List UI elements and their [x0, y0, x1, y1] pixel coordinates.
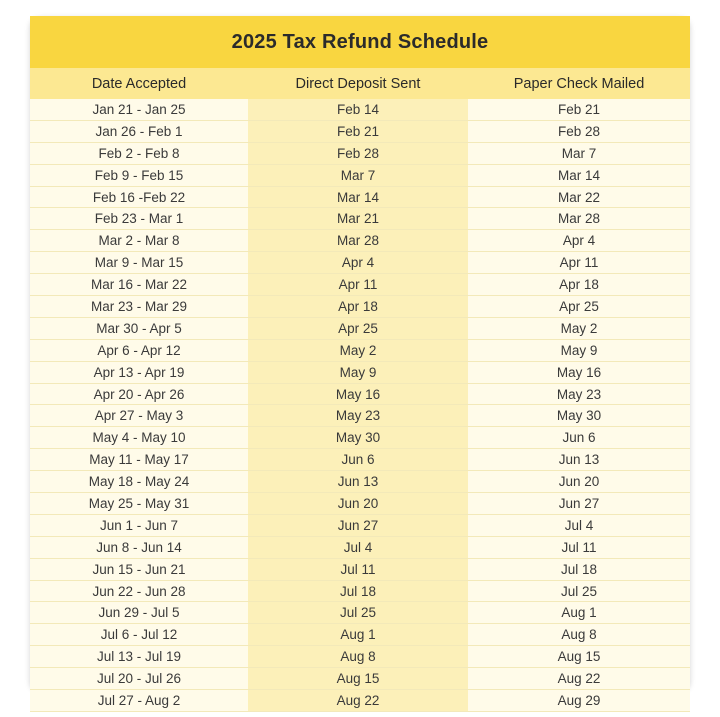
date-accepted-cell: May 18 - May 24 — [30, 471, 248, 493]
date-accepted-cell: Mar 2 - Mar 8 — [30, 230, 248, 252]
direct-deposit-cell: Jun 20 — [248, 493, 468, 515]
direct-deposit-cell: Jun 6 — [248, 449, 468, 471]
direct-deposit-cell: Aug 1 — [248, 624, 468, 646]
date-accepted-cell: Mar 30 - Apr 5 — [30, 317, 248, 339]
direct-deposit-cell: Feb 14 — [248, 99, 468, 120]
direct-deposit-cell: May 23 — [248, 405, 468, 427]
date-accepted-cell: Jun 22 - Jun 28 — [30, 580, 248, 602]
direct-deposit-cell: Mar 14 — [248, 186, 468, 208]
date-accepted-cell: Jul 20 - Jul 26 — [30, 668, 248, 690]
paper-check-cell: May 16 — [468, 361, 690, 383]
schedule-title: 2025 Tax Refund Schedule — [30, 16, 690, 68]
table-row — [30, 405, 690, 427]
direct-deposit-cell: Jul 25 — [248, 602, 468, 624]
table-row — [30, 252, 690, 274]
paper-check-cell: May 2 — [468, 317, 690, 339]
paper-check-cell: Jun 20 — [468, 471, 690, 493]
direct-deposit-cell: Aug 8 — [248, 646, 468, 668]
date-accepted-cell: Jan 21 - Jan 25 — [30, 99, 248, 120]
date-accepted-cell: Jun 15 - Jun 21 — [30, 558, 248, 580]
paper-check-cell: Apr 11 — [468, 252, 690, 274]
paper-check-cell: Jun 6 — [468, 427, 690, 449]
table-row — [30, 558, 690, 580]
paper-check-cell: Mar 14 — [468, 164, 690, 186]
direct-deposit-cell: Apr 4 — [248, 252, 468, 274]
paper-check-cell: Jul 11 — [468, 536, 690, 558]
paper-check-cell: Aug 15 — [468, 646, 690, 668]
table-row — [30, 164, 690, 186]
direct-deposit-cell: Jun 27 — [248, 514, 468, 536]
table-row — [30, 646, 690, 668]
date-accepted-cell: Jul 27 - Aug 2 — [30, 690, 248, 712]
paper-check-cell: Jul 25 — [468, 580, 690, 602]
date-accepted-cell: Feb 23 - Mar 1 — [30, 208, 248, 230]
table-row — [30, 383, 690, 405]
direct-deposit-cell: Mar 21 — [248, 208, 468, 230]
table-row — [30, 471, 690, 493]
paper-check-cell: May 30 — [468, 405, 690, 427]
paper-check-cell: Mar 7 — [468, 142, 690, 164]
date-accepted-cell: Mar 23 - Mar 29 — [30, 296, 248, 318]
refund-schedule-table — [30, 68, 690, 712]
direct-deposit-cell: Jul 11 — [248, 558, 468, 580]
table-body — [30, 99, 690, 711]
table-row — [30, 514, 690, 536]
paper-check-cell: Mar 22 — [468, 186, 690, 208]
direct-deposit-cell: Feb 21 — [248, 120, 468, 142]
direct-deposit-cell: Mar 28 — [248, 230, 468, 252]
table-row — [30, 536, 690, 558]
paper-check-cell: Aug 8 — [468, 624, 690, 646]
paper-check-cell: Aug 29 — [468, 690, 690, 712]
paper-check-cell: Feb 28 — [468, 120, 690, 142]
table-row — [30, 339, 690, 361]
table-row — [30, 120, 690, 142]
date-accepted-cell: Jun 8 - Jun 14 — [30, 536, 248, 558]
direct-deposit-cell: Jun 13 — [248, 471, 468, 493]
direct-deposit-cell: May 2 — [248, 339, 468, 361]
direct-deposit-cell: May 16 — [248, 383, 468, 405]
direct-deposit-cell: Mar 7 — [248, 164, 468, 186]
direct-deposit-cell: May 9 — [248, 361, 468, 383]
table-row — [30, 624, 690, 646]
date-accepted-cell: Feb 9 - Feb 15 — [30, 164, 248, 186]
direct-deposit-cell: Jul 18 — [248, 580, 468, 602]
date-accepted-cell: Apr 27 - May 3 — [30, 405, 248, 427]
paper-check-cell: Jul 18 — [468, 558, 690, 580]
date-accepted-cell: May 25 - May 31 — [30, 493, 248, 515]
date-accepted-cell: Feb 2 - Feb 8 — [30, 142, 248, 164]
table-row — [30, 296, 690, 318]
table-row — [30, 449, 690, 471]
direct-deposit-cell: Aug 15 — [248, 668, 468, 690]
table-row — [30, 274, 690, 296]
direct-deposit-cell: Aug 22 — [248, 690, 468, 712]
paper-check-cell: Jun 13 — [468, 449, 690, 471]
paper-check-cell: Aug 1 — [468, 602, 690, 624]
date-accepted-cell: May 11 - May 17 — [30, 449, 248, 471]
direct-deposit-cell: Apr 11 — [248, 274, 468, 296]
table-row — [30, 580, 690, 602]
table-row — [30, 690, 690, 712]
paper-check-cell: Jun 27 — [468, 493, 690, 515]
date-accepted-cell: Mar 9 - Mar 15 — [30, 252, 248, 274]
table-row — [30, 668, 690, 690]
table-row — [30, 361, 690, 383]
direct-deposit-cell: Apr 25 — [248, 317, 468, 339]
table-row — [30, 602, 690, 624]
paper-check-cell: Apr 18 — [468, 274, 690, 296]
date-accepted-cell: Jul 13 - Jul 19 — [30, 646, 248, 668]
date-accepted-cell: Apr 13 - Apr 19 — [30, 361, 248, 383]
paper-check-cell: May 23 — [468, 383, 690, 405]
header-direct-deposit-sent: Direct Deposit Sent — [248, 68, 468, 99]
date-accepted-cell: Jun 1 - Jun 7 — [30, 514, 248, 536]
date-accepted-cell: Apr 20 - Apr 26 — [30, 383, 248, 405]
table-row — [30, 427, 690, 449]
table-header — [30, 68, 690, 99]
direct-deposit-cell: May 30 — [248, 427, 468, 449]
date-accepted-cell: Jun 29 - Jul 5 — [30, 602, 248, 624]
direct-deposit-cell: Jul 4 — [248, 536, 468, 558]
paper-check-cell: Jul 4 — [468, 514, 690, 536]
refund-schedule-card — [30, 16, 690, 708]
date-accepted-cell: Feb 16 -Feb 22 — [30, 186, 248, 208]
paper-check-cell: Aug 22 — [468, 668, 690, 690]
table-row — [30, 493, 690, 515]
paper-check-cell: Apr 25 — [468, 296, 690, 318]
date-accepted-cell: Jul 6 - Jul 12 — [30, 624, 248, 646]
paper-check-cell: Apr 4 — [468, 230, 690, 252]
date-accepted-cell: Mar 16 - Mar 22 — [30, 274, 248, 296]
table-row — [30, 186, 690, 208]
table-row — [30, 208, 690, 230]
paper-check-cell: May 9 — [468, 339, 690, 361]
table-row — [30, 317, 690, 339]
date-accepted-cell: May 4 - May 10 — [30, 427, 248, 449]
date-accepted-cell: Apr 6 - Apr 12 — [30, 339, 248, 361]
date-accepted-cell: Jan 26 - Feb 1 — [30, 120, 248, 142]
table-row — [30, 99, 690, 120]
direct-deposit-cell: Feb 28 — [248, 142, 468, 164]
table-row — [30, 142, 690, 164]
paper-check-cell: Feb 21 — [468, 99, 690, 120]
header-row — [30, 68, 690, 99]
direct-deposit-cell: Apr 18 — [248, 296, 468, 318]
paper-check-cell: Mar 28 — [468, 208, 690, 230]
header-paper-check-mailed: Paper Check Mailed — [468, 68, 690, 99]
header-date-accepted: Date Accepted — [30, 68, 248, 99]
table-row — [30, 230, 690, 252]
